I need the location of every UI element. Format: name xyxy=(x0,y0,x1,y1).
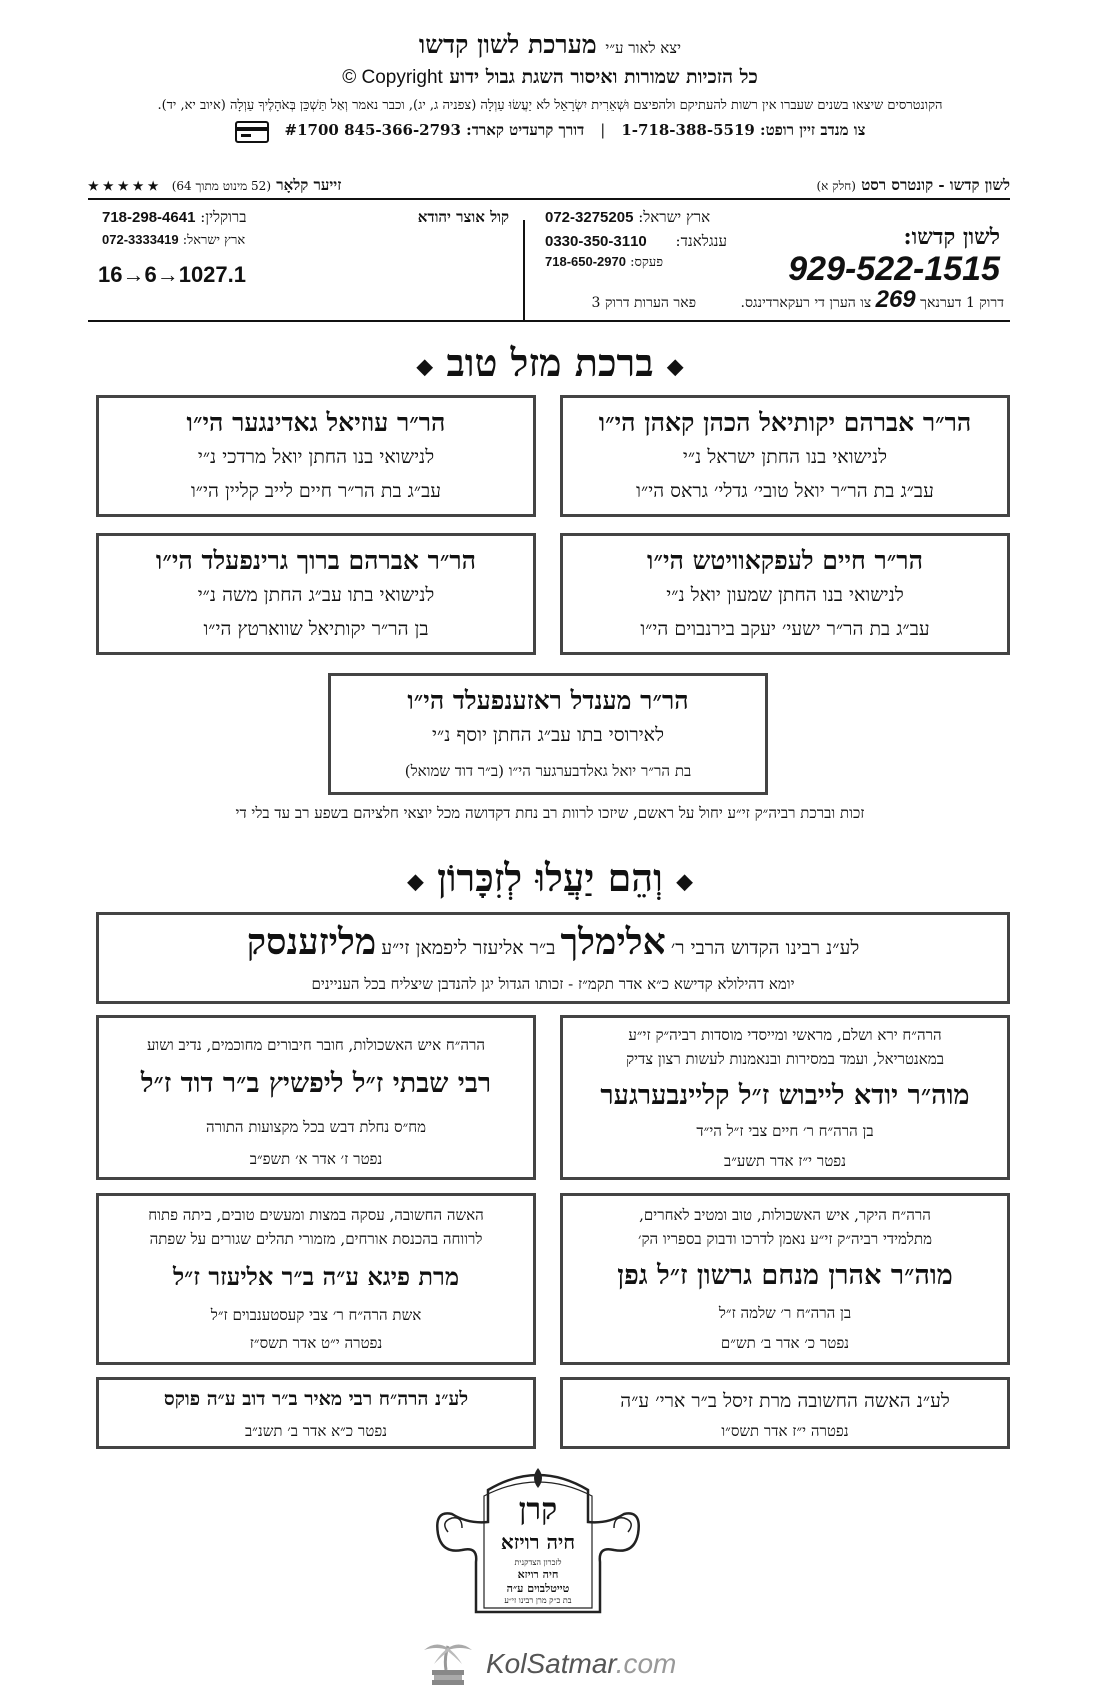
bullet-icon: ◆ xyxy=(416,353,434,380)
mazal-tov-box xyxy=(96,533,536,655)
box-line: בן הר״ר יקותיאל שווארטץ הי״ו xyxy=(203,618,429,640)
box-headline: הר״ר חיים לעפקאוויטש הי״ו xyxy=(647,546,923,575)
logo-small: חיה רויזא xyxy=(517,1568,559,1581)
palm-tree-books-icon xyxy=(420,1640,476,1688)
rights-notice: הקונטרסים שיצאו בשנים שעברו אין רשות להעתיקם ולהפיצם וּשְׁאֵרִית יִשְׂרָאֵל לֹא יַעֲשׂוּ עַוְלָה (צפניה ג, יג), וכבר נאמר וְאַל תַּשְׁכֵּן בְּאֹהָלֶיךָ עַוְלָה (איוב יא, יד). xyxy=(157,98,943,113)
rights-hebrew: כל הזכיות שמורות ואיסור השגת גבול ידוע xyxy=(449,66,758,88)
box-line: נפטר כ׳ אדר ב׳ תש״ם xyxy=(720,1334,850,1352)
logo-small: בת כ״ק מרן רבינו זי״ע xyxy=(504,1596,572,1605)
england-row xyxy=(545,232,727,251)
box-line: בן הרה״ח ר׳ שלמה ז״ל xyxy=(718,1304,852,1322)
eretz-label: ארץ ישראל: xyxy=(182,233,246,248)
box-line: בן הרה״ח ר׳ חיים צבי ז״ל הי״ד xyxy=(696,1122,874,1140)
hotline-title: לשון קדשו: xyxy=(903,224,1000,250)
israel-row xyxy=(545,208,710,227)
publisher-name: מערכת לשון קדשו xyxy=(418,30,597,59)
box-line: נפטר כ״א אדר ב׳ תשנ״ב xyxy=(244,1422,388,1440)
blessing-note: זכות וברכת רביה״ק זי״ע יחול על ראשם, שיזכו לרוות רב נחת דקדושה מכל יוצאי חלציהם בשפע רב עד בלי די xyxy=(235,804,865,822)
box-line: האשה החשובה, עסקה במצות ומעשים טובים, ביתה פתוח xyxy=(148,1206,484,1224)
publisher-header xyxy=(60,30,1040,143)
box-line: הרה״ח היקר, איש האשכולות, טוב ומטיב לאחרים, xyxy=(639,1206,931,1224)
donate-phone: צו מנדב זיין רופט: 1-718-388-5519 xyxy=(621,121,866,139)
mazal-tov-box xyxy=(96,395,536,517)
box-line: נפטר י״ז אדר תשע״ב xyxy=(723,1152,847,1170)
brand-text[interactable] xyxy=(486,1648,676,1680)
box-line: אשת הרה״ח ר׳ צבי קעסטענבוים ז״ל xyxy=(210,1306,422,1324)
box-line: הרה״ח ירא ושלם, מראשי ומייסדי מוסדות רביה״ק זי״ע xyxy=(628,1026,942,1044)
memorial-box xyxy=(560,1377,1010,1449)
box-headline: מוה״ר יודא לייבוש ז״ל קליינבערגער xyxy=(600,1080,970,1111)
separator: | xyxy=(600,121,606,139)
fax-label: פעקס: xyxy=(630,255,664,270)
eretz-number[interactable]: 072-3333419 xyxy=(102,232,179,247)
england-label: ענגלאנד: xyxy=(675,232,728,250)
box-line: מח״ס נחלת דבש בכל מקצועות התורה xyxy=(205,1118,427,1136)
bullet-icon: ◆ xyxy=(406,868,424,895)
rating-label: זייער קלאָר xyxy=(276,176,342,194)
main-middle: ב״ר אליעזר ליפמאן זי״ע xyxy=(381,937,556,959)
logo-name: חיה רויזא xyxy=(500,1530,576,1554)
kol-title: קול אוצר יהודא xyxy=(417,208,509,226)
memorial-box xyxy=(96,1193,536,1365)
box-line: עב״ג בת הר״ר יואל טובי׳ גדלי׳ גראס הי״ו xyxy=(636,480,934,502)
mazal-tov-box xyxy=(560,395,1010,517)
logo-small: טייטלבוים ע״ה xyxy=(506,1582,570,1595)
mazal-tov-box xyxy=(560,533,1010,655)
box-headline: מוה״ר אהרן מנחם גרשון ז״ל גפן xyxy=(617,1260,953,1291)
box-line: בת הר״ר יואל גאלדבערגער הי״ו (ב״ר דוד שמואל) xyxy=(404,762,692,780)
main-box-line: יומא דהילולא קדישא כ״א אדר תקמ״ז - זכותו הגדול יגן להנדבן שיצליח בכל העניינים xyxy=(311,975,795,993)
memorial-main-box xyxy=(96,912,1010,1004)
rating-stars-icon: ★ ★ ★ ★ ★ xyxy=(88,179,159,193)
phone-col-main xyxy=(523,208,1010,320)
box-headline: הר״ר עוזיאל גאדינגער הי״ו xyxy=(186,408,446,437)
box-line: במאנטריאל, ועמד במסירות ובנאמנות לעשות רצון צדיק xyxy=(626,1050,944,1068)
publisher-prefix: יצא לאור ע״י xyxy=(605,39,682,57)
main-box-headline xyxy=(99,921,1007,963)
brand-name: KolSatmar xyxy=(486,1648,616,1679)
box-line: עב״ג בת הר״ר ישעי׳ יעקב בירנבוים הי״ו xyxy=(640,618,930,640)
candle-flame-icon xyxy=(534,1468,542,1488)
box-headline: רבי שבתי ז״ל ליפשיץ ב״ר דוד ז״ל xyxy=(140,1068,492,1099)
box-line: נפטרה י״ז אדר תשס״ו xyxy=(721,1422,849,1440)
dial-pre: דרוק 1 דערנאך xyxy=(920,295,1004,311)
credit-card-phone: דורך קרעדיט קארד: 845-366-2793 #1700 xyxy=(284,121,585,139)
box-line: לנישואי בנו החתן שמעון יואל נ״י xyxy=(666,584,904,606)
dial-sequence: 16→6→1027.1 xyxy=(98,262,246,287)
memorial-box xyxy=(96,1377,536,1449)
box-line: לנישואי בנו החתן יואל מרדכי נ״י xyxy=(197,446,435,468)
box-line: לרווחה בהכנסת אורחים, מזמורי תהלים שגורים על שפתה xyxy=(149,1230,483,1248)
england-number[interactable]: 0330-350-3110 xyxy=(545,233,647,250)
series-name: לשון קדשו - קונטרס xyxy=(891,176,1010,194)
box-headline: הר״ר אברהם יקותיאל הכהן קאהן הי״ו xyxy=(598,408,972,437)
memorial-box xyxy=(560,1015,1010,1180)
fax-row xyxy=(545,254,663,270)
logo-top: קרן xyxy=(518,1492,558,1527)
mazal-tov-text: ברכת מזל טוב xyxy=(446,340,654,385)
box-headline: הר״ר אברהם ברוך גרינפעלד הי״ו xyxy=(155,546,477,575)
brooklyn-number[interactable]: 718-298-4641 xyxy=(102,209,196,226)
box-line: נפטר ז׳ אדר א׳ תשפ״ב xyxy=(249,1150,383,1168)
memorial-box xyxy=(560,1193,1010,1365)
box-line: לנישואי בנו החתן ישראל נ״י xyxy=(682,446,888,468)
mazal-tov-box xyxy=(328,673,768,795)
memorial-text: וְהֵם יַעֲלוּ לְזִכָּרוֹן xyxy=(437,855,663,900)
hotline-number[interactable]: 929-522-1515 xyxy=(788,250,1000,288)
box-headline: לע״נ הרה״ח רבי מאיר ב״ר דוב ע״ה פוקס xyxy=(163,1388,469,1410)
box-line: הרה״ח איש האשכולות, חובר חיבורים מחוכמים, נדיב ושוע xyxy=(146,1036,486,1054)
main-surname: מליזענסק xyxy=(246,921,377,963)
box-headline: הר״ר מענדל ראזענפעלד הי״ו xyxy=(407,686,689,715)
recording-info-bar xyxy=(88,176,1010,200)
publisher-line xyxy=(60,30,1040,60)
dial-post: צו הערן די רעקארדינגס. xyxy=(740,295,872,311)
israel-label: ארץ ישראל: xyxy=(638,208,711,226)
main-name: אלימלך xyxy=(560,921,666,963)
series-bold: רסט xyxy=(861,176,887,194)
duration-text: (52 מינוט מתוך 64) xyxy=(171,179,271,193)
donation-line xyxy=(60,121,1040,143)
remarks-text: פאר הערות דרוק 3 xyxy=(591,295,697,311)
logo-small: לזכרון הצדקנית xyxy=(514,1558,562,1567)
eretz-row xyxy=(102,232,245,248)
box-line: לאירוסי בתו עב״ג החתן יוסף נ״י xyxy=(432,724,664,746)
bullet-icon: ◆ xyxy=(666,353,684,380)
box-headline: מרת פיגא ע״ה ב״ר אליעזר ז״ל xyxy=(172,1262,460,1291)
box-headline: לע״נ האשה החשובה מרת זיסל ב״ר ארי׳ ע״ה xyxy=(620,1390,950,1412)
box-line: מתלמידי רביה״ק זי״ע נאמן לדרכו ודבוק בספריו הק׳ xyxy=(638,1230,932,1248)
series-part: (חלק א) xyxy=(816,179,856,193)
bullet-icon: ◆ xyxy=(676,868,694,895)
fax-number[interactable]: 718-650-2970 xyxy=(545,254,626,269)
brooklyn-label: ברוקלין: xyxy=(200,208,247,226)
credit-card-icon xyxy=(235,121,269,143)
phone-table xyxy=(88,208,1010,322)
keren-logo xyxy=(428,1462,648,1632)
brand-domain: .com xyxy=(615,1648,677,1679)
memorial-title xyxy=(0,855,1100,901)
copyright-text: Copyright © xyxy=(342,67,443,88)
rights-line xyxy=(60,66,1040,89)
brooklyn-row xyxy=(102,208,247,227)
mazal-tov-title xyxy=(0,340,1100,386)
main-prefix: לע״נ רבינו הקדוש הרבי ר׳ xyxy=(670,937,860,959)
phone-col-kol xyxy=(88,208,523,320)
kolsatmar-brand xyxy=(420,1640,680,1690)
box-line: עב״ג בת הר״ר חיים לייב קליין הי״ו xyxy=(190,480,442,502)
rating-info xyxy=(88,176,341,198)
dial-instructions xyxy=(592,286,1005,314)
series-title xyxy=(816,176,1010,198)
box-line: לנישואי בתו עב״ג החתן משה נ״י xyxy=(197,584,435,606)
memorial-box xyxy=(96,1015,536,1180)
israel-number[interactable]: 072-3275205 xyxy=(545,209,634,226)
dial-code: 269 xyxy=(875,286,916,313)
box-line: נפטרה י״ט אדר תשס״ז xyxy=(249,1334,383,1352)
